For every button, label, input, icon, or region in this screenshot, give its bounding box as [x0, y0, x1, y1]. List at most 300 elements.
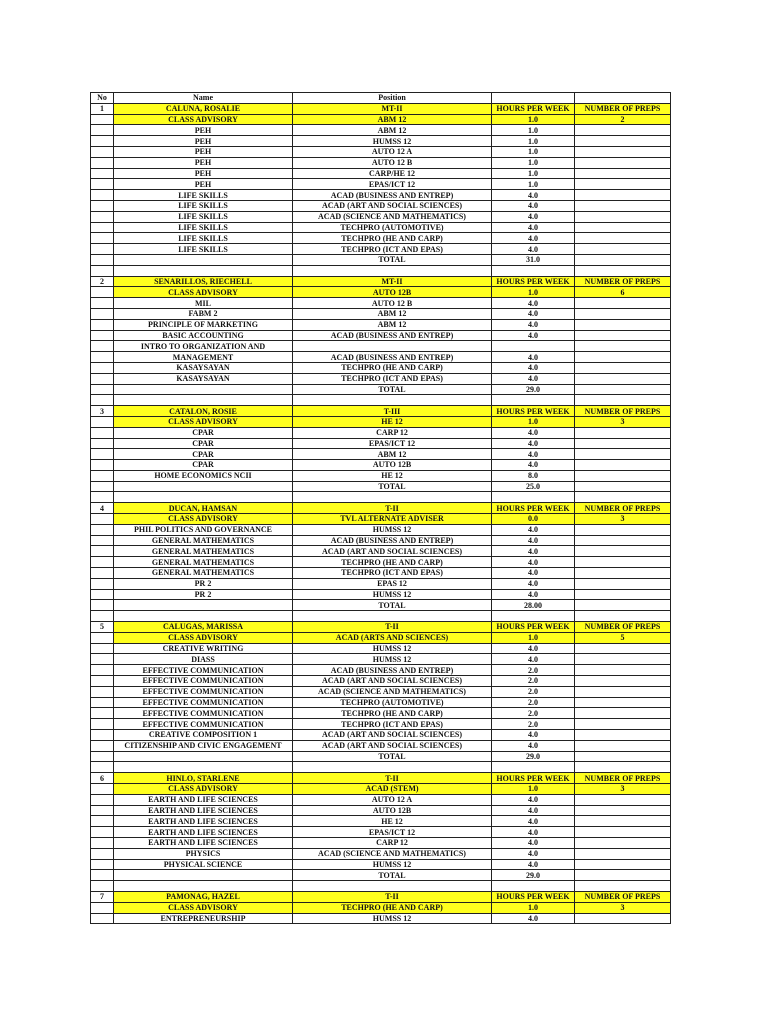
position-cell: TVL ALTERNATE ADVISER	[293, 514, 492, 525]
table-row	[91, 319, 671, 330]
position-cell: ACAD (SCIENCE AND MATHEMATICS)	[293, 686, 492, 697]
name-cell: CALUNA, ROSALIE	[114, 103, 293, 114]
position-cell: ABM 12	[293, 114, 492, 125]
name-cell	[114, 254, 293, 265]
preps-cell	[575, 308, 671, 319]
preps-cell	[575, 708, 671, 719]
no-cell	[91, 568, 114, 579]
position-cell: HE 12	[293, 416, 492, 427]
table-row	[91, 643, 671, 654]
table-row	[91, 751, 671, 762]
position-cell: TECHPRO (ICT AND EPAS)	[293, 568, 492, 579]
no-cell	[91, 719, 114, 730]
no-cell	[91, 330, 114, 341]
position-cell: EPAS/ICT 12	[293, 438, 492, 449]
table-row	[91, 773, 671, 784]
table-row	[91, 784, 671, 795]
no-cell	[91, 632, 114, 643]
no-cell	[91, 200, 114, 211]
position-cell: HE 12	[293, 470, 492, 481]
no-cell	[91, 665, 114, 676]
table-row	[91, 125, 671, 136]
hours-cell: HOURS PER WEEK	[492, 773, 575, 784]
hours-cell: 4.0	[492, 568, 575, 579]
name-cell: GENERAL MATHEMATICS	[114, 568, 293, 579]
name-cell: HINLO, STARLENE	[114, 773, 293, 784]
hours-cell: 4.0	[492, 449, 575, 460]
preps-cell: 5	[575, 632, 671, 643]
name-cell: PRINCIPLE OF MARKETING	[114, 319, 293, 330]
hours-cell	[492, 341, 575, 352]
table-row	[91, 600, 671, 611]
preps-cell	[575, 395, 671, 406]
hours-cell: 4.0	[492, 211, 575, 222]
no-cell: 7	[91, 891, 114, 902]
preps-cell	[575, 524, 671, 535]
name-cell: CLASS ADVISORY	[114, 784, 293, 795]
hours-cell: 1.0	[492, 632, 575, 643]
name-cell: CLASS ADVISORY	[114, 632, 293, 643]
preps-cell	[575, 762, 671, 773]
position-cell: ACAD (BUSINESS AND ENTREP)	[293, 352, 492, 363]
table-row	[91, 503, 671, 514]
table-row	[91, 762, 671, 773]
hours-cell: 1.0	[492, 416, 575, 427]
no-cell	[91, 794, 114, 805]
hours-cell: 4.0	[492, 373, 575, 384]
table-row	[91, 233, 671, 244]
preps-cell: NUMBER OF PREPS	[575, 773, 671, 784]
name-cell: LIFE SKILLS	[114, 211, 293, 222]
name-cell: CALUGAS, MARISSA	[114, 622, 293, 633]
position-cell	[293, 611, 492, 622]
name-cell: KASAYSAYAN	[114, 362, 293, 373]
no-cell	[91, 589, 114, 600]
preps-cell	[575, 481, 671, 492]
preps-cell	[575, 870, 671, 881]
no-cell	[91, 643, 114, 654]
no-cell	[91, 697, 114, 708]
hours-cell: 29.0	[492, 384, 575, 395]
hours-cell	[492, 265, 575, 276]
name-cell: PAMONAG, HAZEL	[114, 891, 293, 902]
no-cell	[91, 784, 114, 795]
table-row	[91, 578, 671, 589]
no-cell	[91, 902, 114, 913]
name-cell: CREATIVE COMPOSITION 1	[114, 730, 293, 741]
no-cell	[91, 751, 114, 762]
position-cell	[293, 881, 492, 892]
preps-cell	[575, 384, 671, 395]
no-cell	[91, 384, 114, 395]
preps-cell	[575, 611, 671, 622]
no-cell	[91, 578, 114, 589]
no-cell	[91, 136, 114, 147]
position-cell: HUMSS 12	[293, 136, 492, 147]
position-cell: T-II	[293, 773, 492, 784]
position-cell: TECHPRO (ICT AND EPAS)	[293, 373, 492, 384]
position-cell: ACAD (SCIENCE AND MATHEMATICS)	[293, 848, 492, 859]
name-cell	[114, 762, 293, 773]
position-cell: ACAD (STEM)	[293, 784, 492, 795]
position-cell: HUMSS 12	[293, 643, 492, 654]
table-row	[91, 341, 671, 352]
position-cell: ABM 12	[293, 449, 492, 460]
table-row	[91, 730, 671, 741]
table-row	[91, 265, 671, 276]
preps-cell	[575, 665, 671, 676]
name-cell	[114, 600, 293, 611]
position-cell: TOTAL	[293, 870, 492, 881]
name-cell: CITIZENSHIP AND CIVIC ENGAGEMENT	[114, 740, 293, 751]
preps-cell	[575, 438, 671, 449]
position-cell: MT-II	[293, 276, 492, 287]
no-cell	[91, 600, 114, 611]
preps-cell	[575, 589, 671, 600]
table-row	[91, 859, 671, 870]
table-row	[91, 514, 671, 525]
position-cell: AUTO 12 A	[293, 146, 492, 157]
position-cell: T-II	[293, 503, 492, 514]
name-cell: DIASS	[114, 654, 293, 665]
preps-cell: 3	[575, 514, 671, 525]
table-row	[91, 298, 671, 309]
position-cell: AUTO 12 B	[293, 157, 492, 168]
position-cell: ACAD (ART AND SOCIAL SCIENCES)	[293, 200, 492, 211]
header-no: No	[91, 93, 114, 104]
hours-cell: 4.0	[492, 805, 575, 816]
no-cell	[91, 287, 114, 298]
name-cell: PEH	[114, 146, 293, 157]
name-cell	[114, 384, 293, 395]
table-row	[91, 524, 671, 535]
no-cell	[91, 298, 114, 309]
no-cell	[91, 179, 114, 190]
position-cell: T-III	[293, 406, 492, 417]
no-cell	[91, 449, 114, 460]
table-row	[91, 816, 671, 827]
hours-cell: 4.0	[492, 535, 575, 546]
hours-cell	[492, 611, 575, 622]
table-row	[91, 697, 671, 708]
position-cell: EPAS/ICT 12	[293, 827, 492, 838]
position-cell: ACAD (BUSINESS AND ENTREP)	[293, 535, 492, 546]
hours-cell: 2.0	[492, 719, 575, 730]
preps-cell	[575, 136, 671, 147]
hours-cell	[492, 395, 575, 406]
table-row	[91, 114, 671, 125]
preps-cell	[575, 470, 671, 481]
table-row	[91, 740, 671, 751]
no-cell	[91, 514, 114, 525]
table-row	[91, 913, 671, 924]
no-cell	[91, 816, 114, 827]
hours-cell: 1.0	[492, 287, 575, 298]
preps-cell	[575, 492, 671, 503]
table-row	[91, 168, 671, 179]
name-cell: LIFE SKILLS	[114, 233, 293, 244]
table-row	[91, 211, 671, 222]
name-cell: PR 2	[114, 589, 293, 600]
preps-cell	[575, 686, 671, 697]
preps-cell	[575, 794, 671, 805]
hours-cell: 8.0	[492, 470, 575, 481]
hours-cell: 2.0	[492, 686, 575, 697]
name-cell: HOME ECONOMICS NCII	[114, 470, 293, 481]
preps-cell: 3	[575, 784, 671, 795]
hours-cell: HOURS PER WEEK	[492, 503, 575, 514]
name-cell: LIFE SKILLS	[114, 222, 293, 233]
position-cell: ACAD (BUSINESS AND ENTREP)	[293, 330, 492, 341]
name-cell: SENARILLOS, RIECHELL	[114, 276, 293, 287]
hours-cell: HOURS PER WEEK	[492, 891, 575, 902]
no-cell	[91, 859, 114, 870]
no-cell	[91, 373, 114, 384]
header-hours	[492, 93, 575, 104]
hours-cell: 2.0	[492, 697, 575, 708]
table-row	[91, 481, 671, 492]
no-cell	[91, 395, 114, 406]
position-cell: EPAS/ICT 12	[293, 179, 492, 190]
name-cell: CLASS ADVISORY	[114, 114, 293, 125]
hours-cell: 4.0	[492, 352, 575, 363]
no-cell	[91, 881, 114, 892]
name-cell	[114, 492, 293, 503]
hours-cell: 0.0	[492, 514, 575, 525]
hours-cell: 4.0	[492, 190, 575, 201]
name-cell: FABM 2	[114, 308, 293, 319]
hours-cell: 25.0	[492, 481, 575, 492]
preps-cell	[575, 730, 671, 741]
table-row	[91, 287, 671, 298]
position-cell: ACAD (BUSINESS AND ENTREP)	[293, 190, 492, 201]
hours-cell: 4.0	[492, 654, 575, 665]
name-cell: EFFECTIVE COMMUNICATION	[114, 686, 293, 697]
preps-cell	[575, 319, 671, 330]
no-cell	[91, 686, 114, 697]
name-cell: PHYSICAL SCIENCE	[114, 859, 293, 870]
hours-cell: 4.0	[492, 308, 575, 319]
table-row	[91, 179, 671, 190]
position-cell: ABM 12	[293, 308, 492, 319]
table-row	[91, 557, 671, 568]
table-row	[91, 222, 671, 233]
table-row	[91, 611, 671, 622]
position-cell: TOTAL	[293, 600, 492, 611]
preps-cell	[575, 816, 671, 827]
position-cell: TECHPRO (AUTOMOTIVE)	[293, 222, 492, 233]
preps-cell: NUMBER OF PREPS	[575, 622, 671, 633]
position-cell: AUTO 12B	[293, 460, 492, 471]
preps-cell: NUMBER OF PREPS	[575, 276, 671, 287]
table-row	[91, 190, 671, 201]
table-row	[91, 708, 671, 719]
preps-cell	[575, 719, 671, 730]
table-row	[91, 870, 671, 881]
preps-cell	[575, 805, 671, 816]
hours-cell	[492, 762, 575, 773]
name-cell: EFFECTIVE COMMUNICATION	[114, 665, 293, 676]
preps-cell	[575, 168, 671, 179]
table-row	[91, 492, 671, 503]
name-cell	[114, 751, 293, 762]
name-cell: GENERAL MATHEMATICS	[114, 546, 293, 557]
no-cell	[91, 427, 114, 438]
preps-cell	[575, 568, 671, 579]
header-preps	[575, 93, 671, 104]
table-row	[91, 654, 671, 665]
table-row	[91, 362, 671, 373]
preps-cell: NUMBER OF PREPS	[575, 103, 671, 114]
preps-cell	[575, 146, 671, 157]
position-cell: TECHPRO (ICT AND EPAS)	[293, 244, 492, 255]
position-cell: ACAD (ART AND SOCIAL SCIENCES)	[293, 740, 492, 751]
name-cell: EARTH AND LIFE SCIENCES	[114, 794, 293, 805]
preps-cell	[575, 211, 671, 222]
preps-cell	[575, 352, 671, 363]
position-cell: ABM 12	[293, 125, 492, 136]
table-row	[91, 427, 671, 438]
preps-cell	[575, 265, 671, 276]
name-cell: PEH	[114, 157, 293, 168]
preps-cell	[575, 751, 671, 762]
hours-cell: 1.0	[492, 168, 575, 179]
name-cell: EARTH AND LIFE SCIENCES	[114, 805, 293, 816]
name-cell: CPAR	[114, 438, 293, 449]
name-cell: EFFECTIVE COMMUNICATION	[114, 676, 293, 687]
name-cell: PEH	[114, 136, 293, 147]
preps-cell	[575, 362, 671, 373]
hours-cell: 1.0	[492, 114, 575, 125]
preps-cell	[575, 298, 671, 309]
position-cell: TECHPRO (ICT AND EPAS)	[293, 719, 492, 730]
position-cell: CARP/HE 12	[293, 168, 492, 179]
no-cell	[91, 913, 114, 924]
name-cell: EARTH AND LIFE SCIENCES	[114, 816, 293, 827]
name-cell: CATALON, ROSIE	[114, 406, 293, 417]
position-cell	[293, 762, 492, 773]
no-cell	[91, 708, 114, 719]
hours-cell: 4.0	[492, 524, 575, 535]
no-cell	[91, 362, 114, 373]
position-cell: MT-II	[293, 103, 492, 114]
position-cell: ACAD (ART AND SOCIAL SCIENCES)	[293, 546, 492, 557]
position-cell: ACAD (BUSINESS AND ENTREP)	[293, 665, 492, 676]
preps-cell	[575, 740, 671, 751]
no-cell	[91, 837, 114, 848]
no-cell	[91, 805, 114, 816]
no-cell	[91, 848, 114, 859]
hours-cell: 31.0	[492, 254, 575, 265]
no-cell	[91, 740, 114, 751]
position-cell: TECHPRO (HE AND CARP)	[293, 902, 492, 913]
position-cell: ACAD (ART AND SOCIAL SCIENCES)	[293, 730, 492, 741]
table-row	[91, 460, 671, 471]
no-cell: 5	[91, 622, 114, 633]
preps-cell	[575, 697, 671, 708]
table-row	[91, 891, 671, 902]
position-cell: TECHPRO (HE AND CARP)	[293, 708, 492, 719]
name-cell: EARTH AND LIFE SCIENCES	[114, 837, 293, 848]
hours-cell: HOURS PER WEEK	[492, 276, 575, 287]
table-row	[91, 103, 671, 114]
no-cell	[91, 211, 114, 222]
preps-cell	[575, 535, 671, 546]
no-cell	[91, 190, 114, 201]
hours-cell: 4.0	[492, 222, 575, 233]
header-name: Name	[114, 93, 293, 104]
table-row	[91, 837, 671, 848]
no-cell	[91, 730, 114, 741]
name-cell: CPAR	[114, 427, 293, 438]
hours-cell: 4.0	[492, 643, 575, 654]
hours-cell: 4.0	[492, 200, 575, 211]
no-cell	[91, 146, 114, 157]
name-cell: PEH	[114, 168, 293, 179]
preps-cell	[575, 244, 671, 255]
hours-cell: 4.0	[492, 589, 575, 600]
table-row	[91, 546, 671, 557]
name-cell	[114, 481, 293, 492]
name-cell: CLASS ADVISORY	[114, 416, 293, 427]
table-row	[91, 589, 671, 600]
table-row	[91, 449, 671, 460]
name-cell: GENERAL MATHEMATICS	[114, 557, 293, 568]
hours-cell: 4.0	[492, 546, 575, 557]
name-cell: GENERAL MATHEMATICS	[114, 535, 293, 546]
preps-cell: 6	[575, 287, 671, 298]
header-row	[91, 93, 671, 104]
position-cell	[293, 265, 492, 276]
preps-cell	[575, 373, 671, 384]
hours-cell: 4.0	[492, 816, 575, 827]
hours-cell: 4.0	[492, 438, 575, 449]
position-cell: T-II	[293, 891, 492, 902]
table-row	[91, 395, 671, 406]
preps-cell	[575, 643, 671, 654]
preps-cell: NUMBER OF PREPS	[575, 891, 671, 902]
table-row	[91, 244, 671, 255]
position-cell: HUMSS 12	[293, 524, 492, 535]
table-row	[91, 881, 671, 892]
no-cell	[91, 114, 114, 125]
table-row	[91, 535, 671, 546]
table-row	[91, 438, 671, 449]
hours-cell: 4.0	[492, 427, 575, 438]
hours-cell: 4.0	[492, 578, 575, 589]
name-cell: EARTH AND LIFE SCIENCES	[114, 827, 293, 838]
preps-cell	[575, 190, 671, 201]
no-cell	[91, 557, 114, 568]
position-cell: ABM 12	[293, 319, 492, 330]
preps-cell	[575, 200, 671, 211]
teacher-load-table	[90, 92, 671, 924]
hours-cell: 1.0	[492, 784, 575, 795]
name-cell	[114, 395, 293, 406]
table-row	[91, 632, 671, 643]
no-cell: 6	[91, 773, 114, 784]
no-cell	[91, 265, 114, 276]
no-cell	[91, 244, 114, 255]
no-cell: 4	[91, 503, 114, 514]
preps-cell	[575, 848, 671, 859]
no-cell	[91, 125, 114, 136]
hours-cell: 1.0	[492, 136, 575, 147]
preps-cell	[575, 157, 671, 168]
name-cell: EFFECTIVE COMMUNICATION	[114, 708, 293, 719]
name-cell: LIFE SKILLS	[114, 244, 293, 255]
position-cell: CARP 12	[293, 837, 492, 848]
